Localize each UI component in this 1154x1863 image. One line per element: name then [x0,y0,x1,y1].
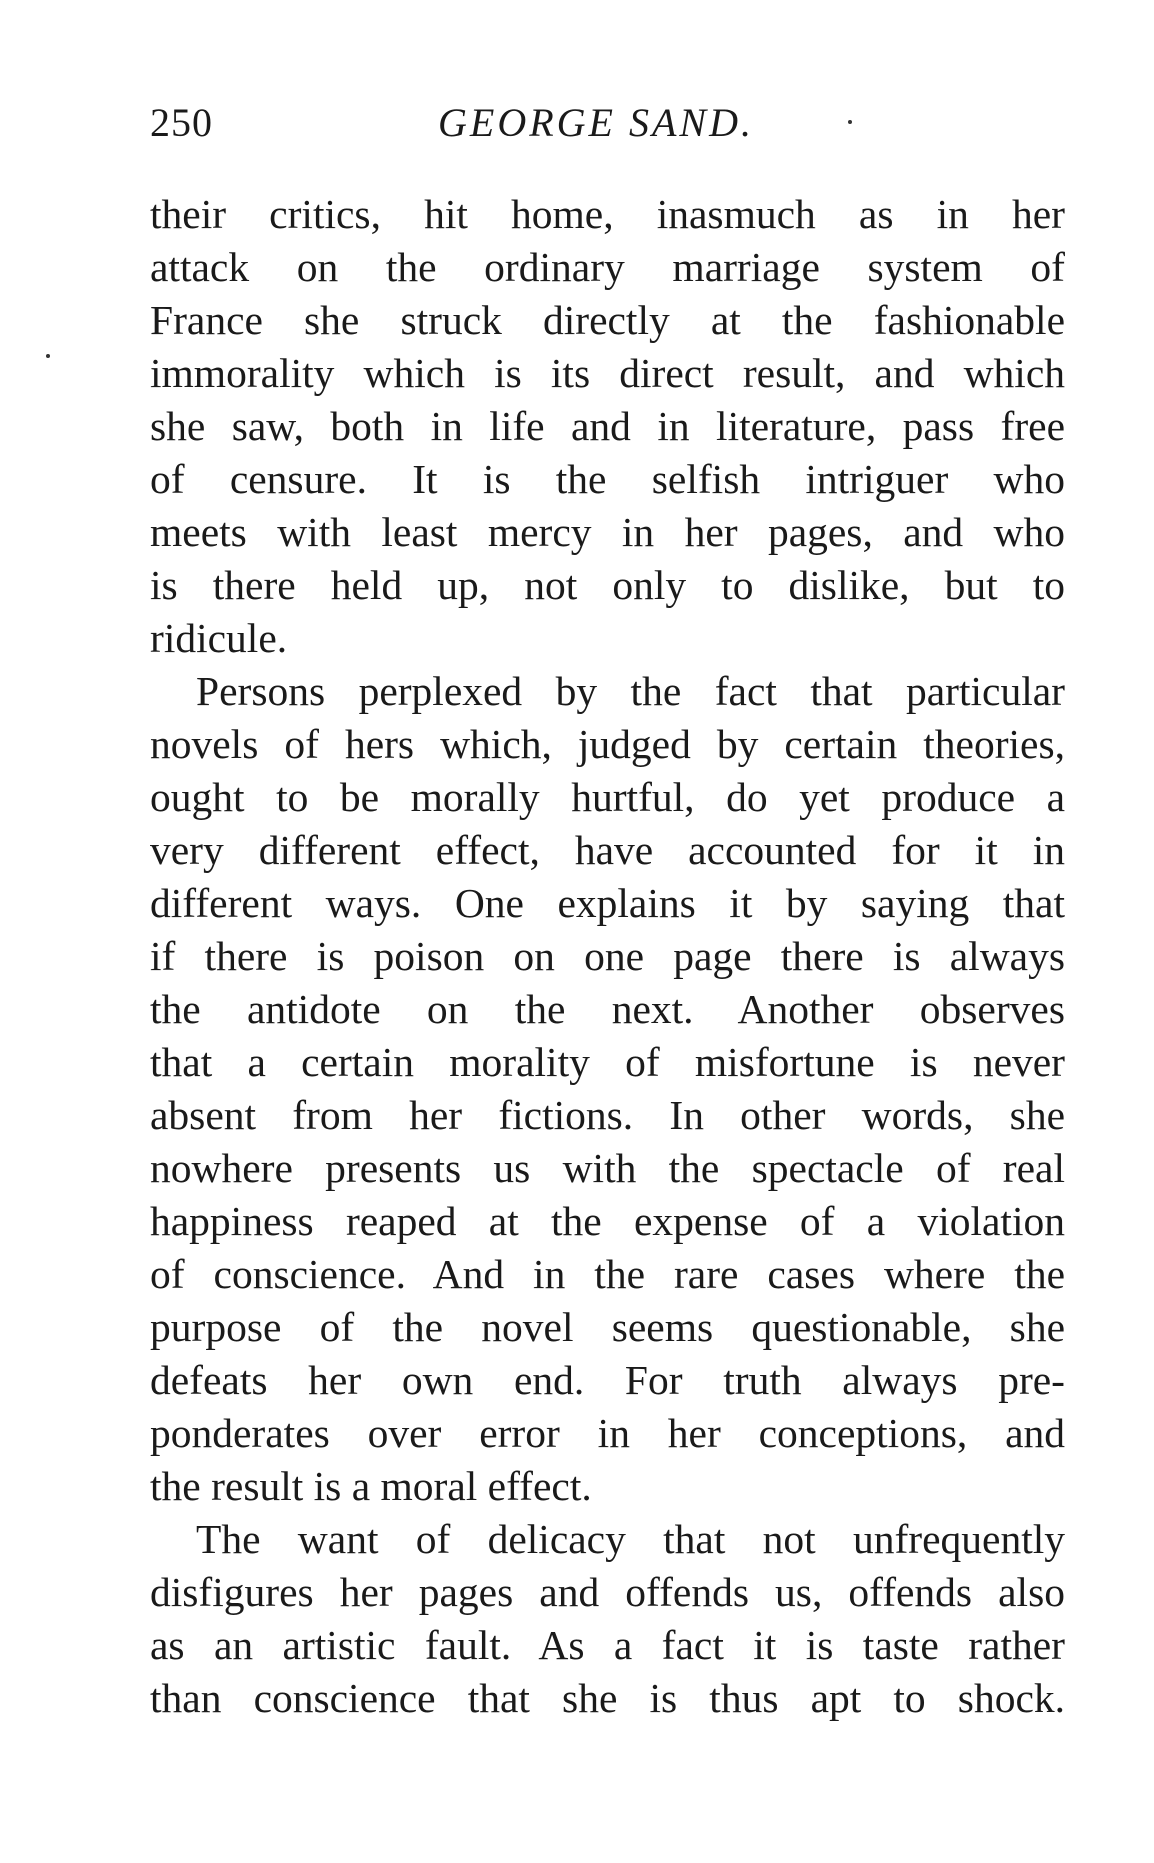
paragraph-2 [150,665,1065,1513]
text-line: absent from her fictions. In other words, she [150,1092,1065,1138]
text-line: the antidote on the next. Another observes [150,986,1065,1032]
text-line: defeats her own end. For truth always pre- [150,1357,1065,1403]
text-line: immorality which is its direct result, and which [150,350,1065,396]
text-line: nowhere presents us with the spectacle of real [150,1145,1065,1191]
text-line: their critics, hit home, inasmuch as in her [150,191,1065,237]
page-number: 250 [150,100,213,145]
text-line: the result is a moral effect. [150,1463,592,1509]
text-line: she saw, both in life and in literature, pass free [150,403,1065,449]
text-line: happiness reaped at the expense of a violation [150,1198,1065,1244]
text-line: is there held up, not only to dislike, but to [150,562,1065,608]
text-line: novels of hers which, judged by certain theories, [150,721,1065,767]
text-line: if there is poison on one page there is always [150,933,1065,979]
print-speck [848,120,852,124]
text-line: very different effect, have accounted for it in [150,827,1065,873]
text-line: of censure. It is the selfish intriguer who [150,456,1065,502]
text-line: different ways. One explains it by saying that [150,880,1065,926]
text-line: disfigures her pages and offends us, offends also [150,1569,1065,1615]
text-line: attack on the ordinary marriage system of [150,244,1065,290]
text-line: ponderates over error in her conceptions, and [150,1410,1065,1456]
running-title: GEORGE SAND. [438,100,754,145]
body-text [150,188,1065,1725]
running-head [150,98,1070,148]
text-line: ought to be morally hurtful, do yet produce a [150,774,1065,820]
text-line: that a certain morality of misfortune is never [150,1039,1065,1085]
text-line: The want of delicacy that not unfrequently [196,1516,1065,1562]
text-line: of conscience. And in the rare cases where the [150,1251,1065,1297]
text-line: ridicule. [150,615,288,661]
text-line: France she struck directly at the fashionable [150,297,1065,343]
text-line: purpose of the novel seems questionable, she [150,1304,1065,1350]
text-line: than conscience that she is thus apt to shock. [150,1675,1065,1721]
print-speck [46,354,50,358]
text-line: Persons perplexed by the fact that particular [196,668,1065,714]
text-line: meets with least mercy in her pages, and who [150,509,1065,555]
paragraph-3 [150,1513,1065,1725]
text-line: as an artistic fault. As a fact it is taste rather [150,1622,1065,1668]
paragraph-1 [150,188,1065,665]
